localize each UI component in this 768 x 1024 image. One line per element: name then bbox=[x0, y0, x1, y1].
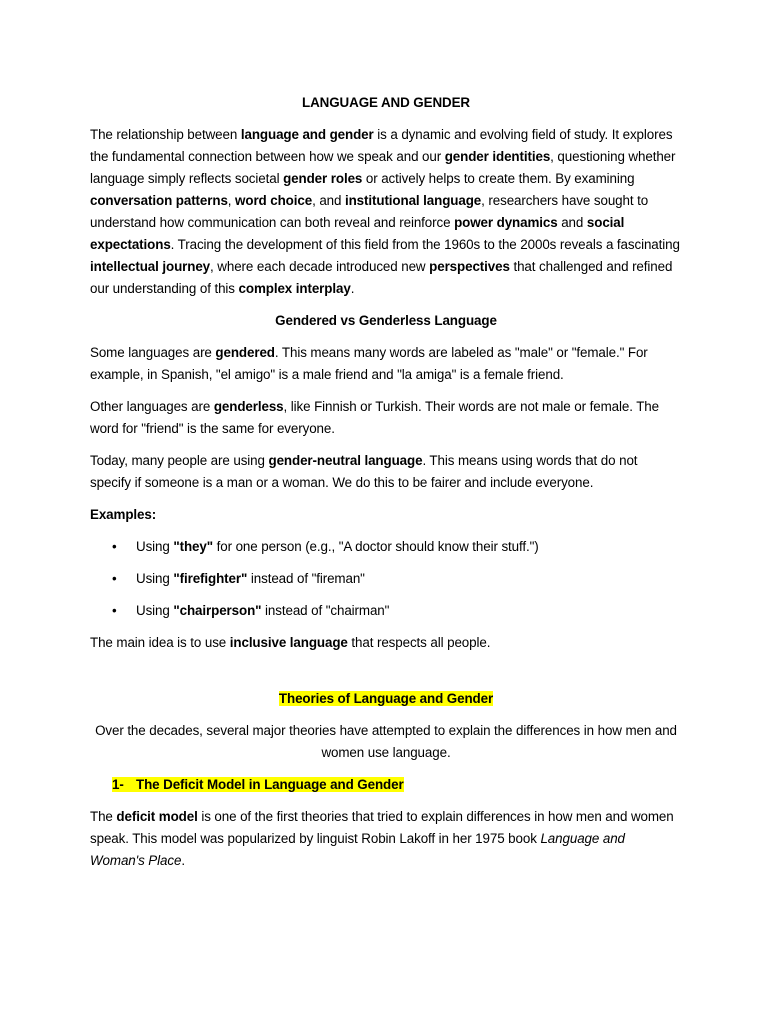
list-item-text bbox=[136, 603, 389, 618]
text-run: The bbox=[90, 809, 117, 824]
bold-run: institutional language bbox=[344, 193, 482, 208]
text-run: Some languages are bbox=[90, 345, 216, 360]
inclusive-language-paragraph bbox=[90, 632, 682, 654]
text-run: . bbox=[350, 281, 355, 296]
text-run: , questioning whether language simply reflects societal bbox=[90, 149, 676, 186]
subheading-text: The Deficit Model in Language and Gender bbox=[136, 777, 404, 792]
text-run: , and bbox=[312, 193, 345, 208]
text-run: , where each decade introduced new bbox=[210, 259, 430, 274]
text-run: . Tracing the development of this field from the 1960s to the 2000s reveals a fascinating bbox=[170, 237, 680, 252]
text-run: for one person (e.g., "A doctor should know their stuff.") bbox=[213, 539, 539, 554]
examples-list bbox=[90, 536, 682, 622]
bold-run: "chairperson" bbox=[173, 603, 262, 618]
bold-run: "firefighter" bbox=[173, 571, 248, 586]
bold-run: gender roles bbox=[283, 171, 363, 186]
bold-run: gendered bbox=[215, 345, 275, 360]
text-run: The main idea is to use bbox=[90, 635, 230, 650]
bold-run: genderless bbox=[213, 399, 284, 414]
text-run: Using bbox=[136, 603, 174, 618]
italic-run: Language and Woman's Place bbox=[90, 831, 625, 868]
genderless-paragraph bbox=[90, 396, 682, 440]
gendered-paragraph bbox=[90, 342, 682, 386]
bold-run: word choice bbox=[235, 193, 313, 208]
bold-run: social expectations bbox=[90, 215, 625, 252]
bold-run: language and gender bbox=[240, 127, 374, 142]
bold-run: gender identities bbox=[444, 149, 551, 164]
bullet-icon: • bbox=[112, 603, 117, 618]
text-run: is a dynamic and evolving field of study. It explores the fundamental connection between how we speak and our bbox=[90, 127, 673, 164]
bold-run: intellectual journey bbox=[90, 259, 211, 274]
bold-run: gender-neutral language bbox=[268, 453, 423, 468]
text-run: is one of the first theories that tried to explain differences in how men and women speak. This model was popularized by linguist Robin Lakoff in her 1975 book bbox=[90, 809, 674, 846]
bullet-icon: • bbox=[112, 571, 117, 586]
subheading-deficit-model bbox=[90, 774, 682, 796]
text-run: , researchers have sought to understand how communication can both reveal and reinforce bbox=[90, 193, 649, 230]
text-run: instead of "fireman" bbox=[247, 571, 365, 586]
text-run: that respects all people. bbox=[347, 635, 491, 650]
gender-neutral-paragraph bbox=[90, 450, 682, 494]
document-page bbox=[90, 84, 682, 882]
list-item-text bbox=[136, 571, 365, 586]
highlighted-heading-text: Theories of Language and Gender bbox=[278, 691, 494, 706]
section-heading-gendered-vs-genderless: Gendered vs Genderless Language bbox=[275, 313, 497, 328]
bold-run: inclusive language bbox=[229, 635, 348, 650]
text-run: Using bbox=[136, 539, 174, 554]
list-item-text bbox=[136, 539, 539, 554]
text-run: . This means using words that do not specify if someone is a man or a woman. We do this to be fairer and include everyone. bbox=[90, 453, 638, 490]
bold-run: conversation patterns bbox=[90, 193, 228, 208]
deficit-model-paragraph bbox=[90, 806, 682, 872]
theories-intro-paragraph: Over the decades, several major theories have attempted to explain the differences in how men and women use language. bbox=[95, 723, 677, 760]
bold-run: complex interplay bbox=[238, 281, 351, 296]
text-run: The relationship between bbox=[90, 127, 241, 142]
text-run: that challenged and refined our understanding of this bbox=[90, 259, 673, 296]
bold-run: perspectives bbox=[429, 259, 510, 274]
examples-label: Examples: bbox=[90, 507, 157, 522]
bold-run: deficit model bbox=[116, 809, 198, 824]
list-item bbox=[90, 536, 682, 558]
subheading-number: 1- bbox=[112, 777, 124, 792]
text-run: or actively helps to create them. By examining bbox=[362, 171, 635, 186]
text-run: instead of "chairman" bbox=[261, 603, 390, 618]
text-run: and bbox=[557, 215, 587, 230]
bullet-icon: • bbox=[112, 539, 117, 554]
bold-run: power dynamics bbox=[454, 215, 558, 230]
text-run: Using bbox=[136, 571, 174, 586]
text-run: , bbox=[227, 193, 236, 208]
document-title: LANGUAGE AND GENDER bbox=[302, 95, 470, 110]
bold-run: "they" bbox=[173, 539, 213, 554]
text-run: , like Finnish or Turkish. Their words are not male or female. The word for "friend" is the same for everyone. bbox=[90, 399, 659, 436]
highlighted-subheading bbox=[112, 777, 404, 792]
text-run: . bbox=[181, 853, 185, 868]
list-item bbox=[90, 600, 682, 622]
intro-paragraph bbox=[90, 124, 682, 300]
list-item bbox=[90, 568, 682, 590]
text-run: Today, many people are using bbox=[90, 453, 269, 468]
text-run: Other languages are bbox=[90, 399, 214, 414]
section-heading-theories bbox=[90, 688, 682, 710]
text-run: . This means many words are labeled as "male" or "female." For example, in Spanish, "el amigo" is a male friend and "la amiga" is a female friend. bbox=[90, 345, 648, 382]
